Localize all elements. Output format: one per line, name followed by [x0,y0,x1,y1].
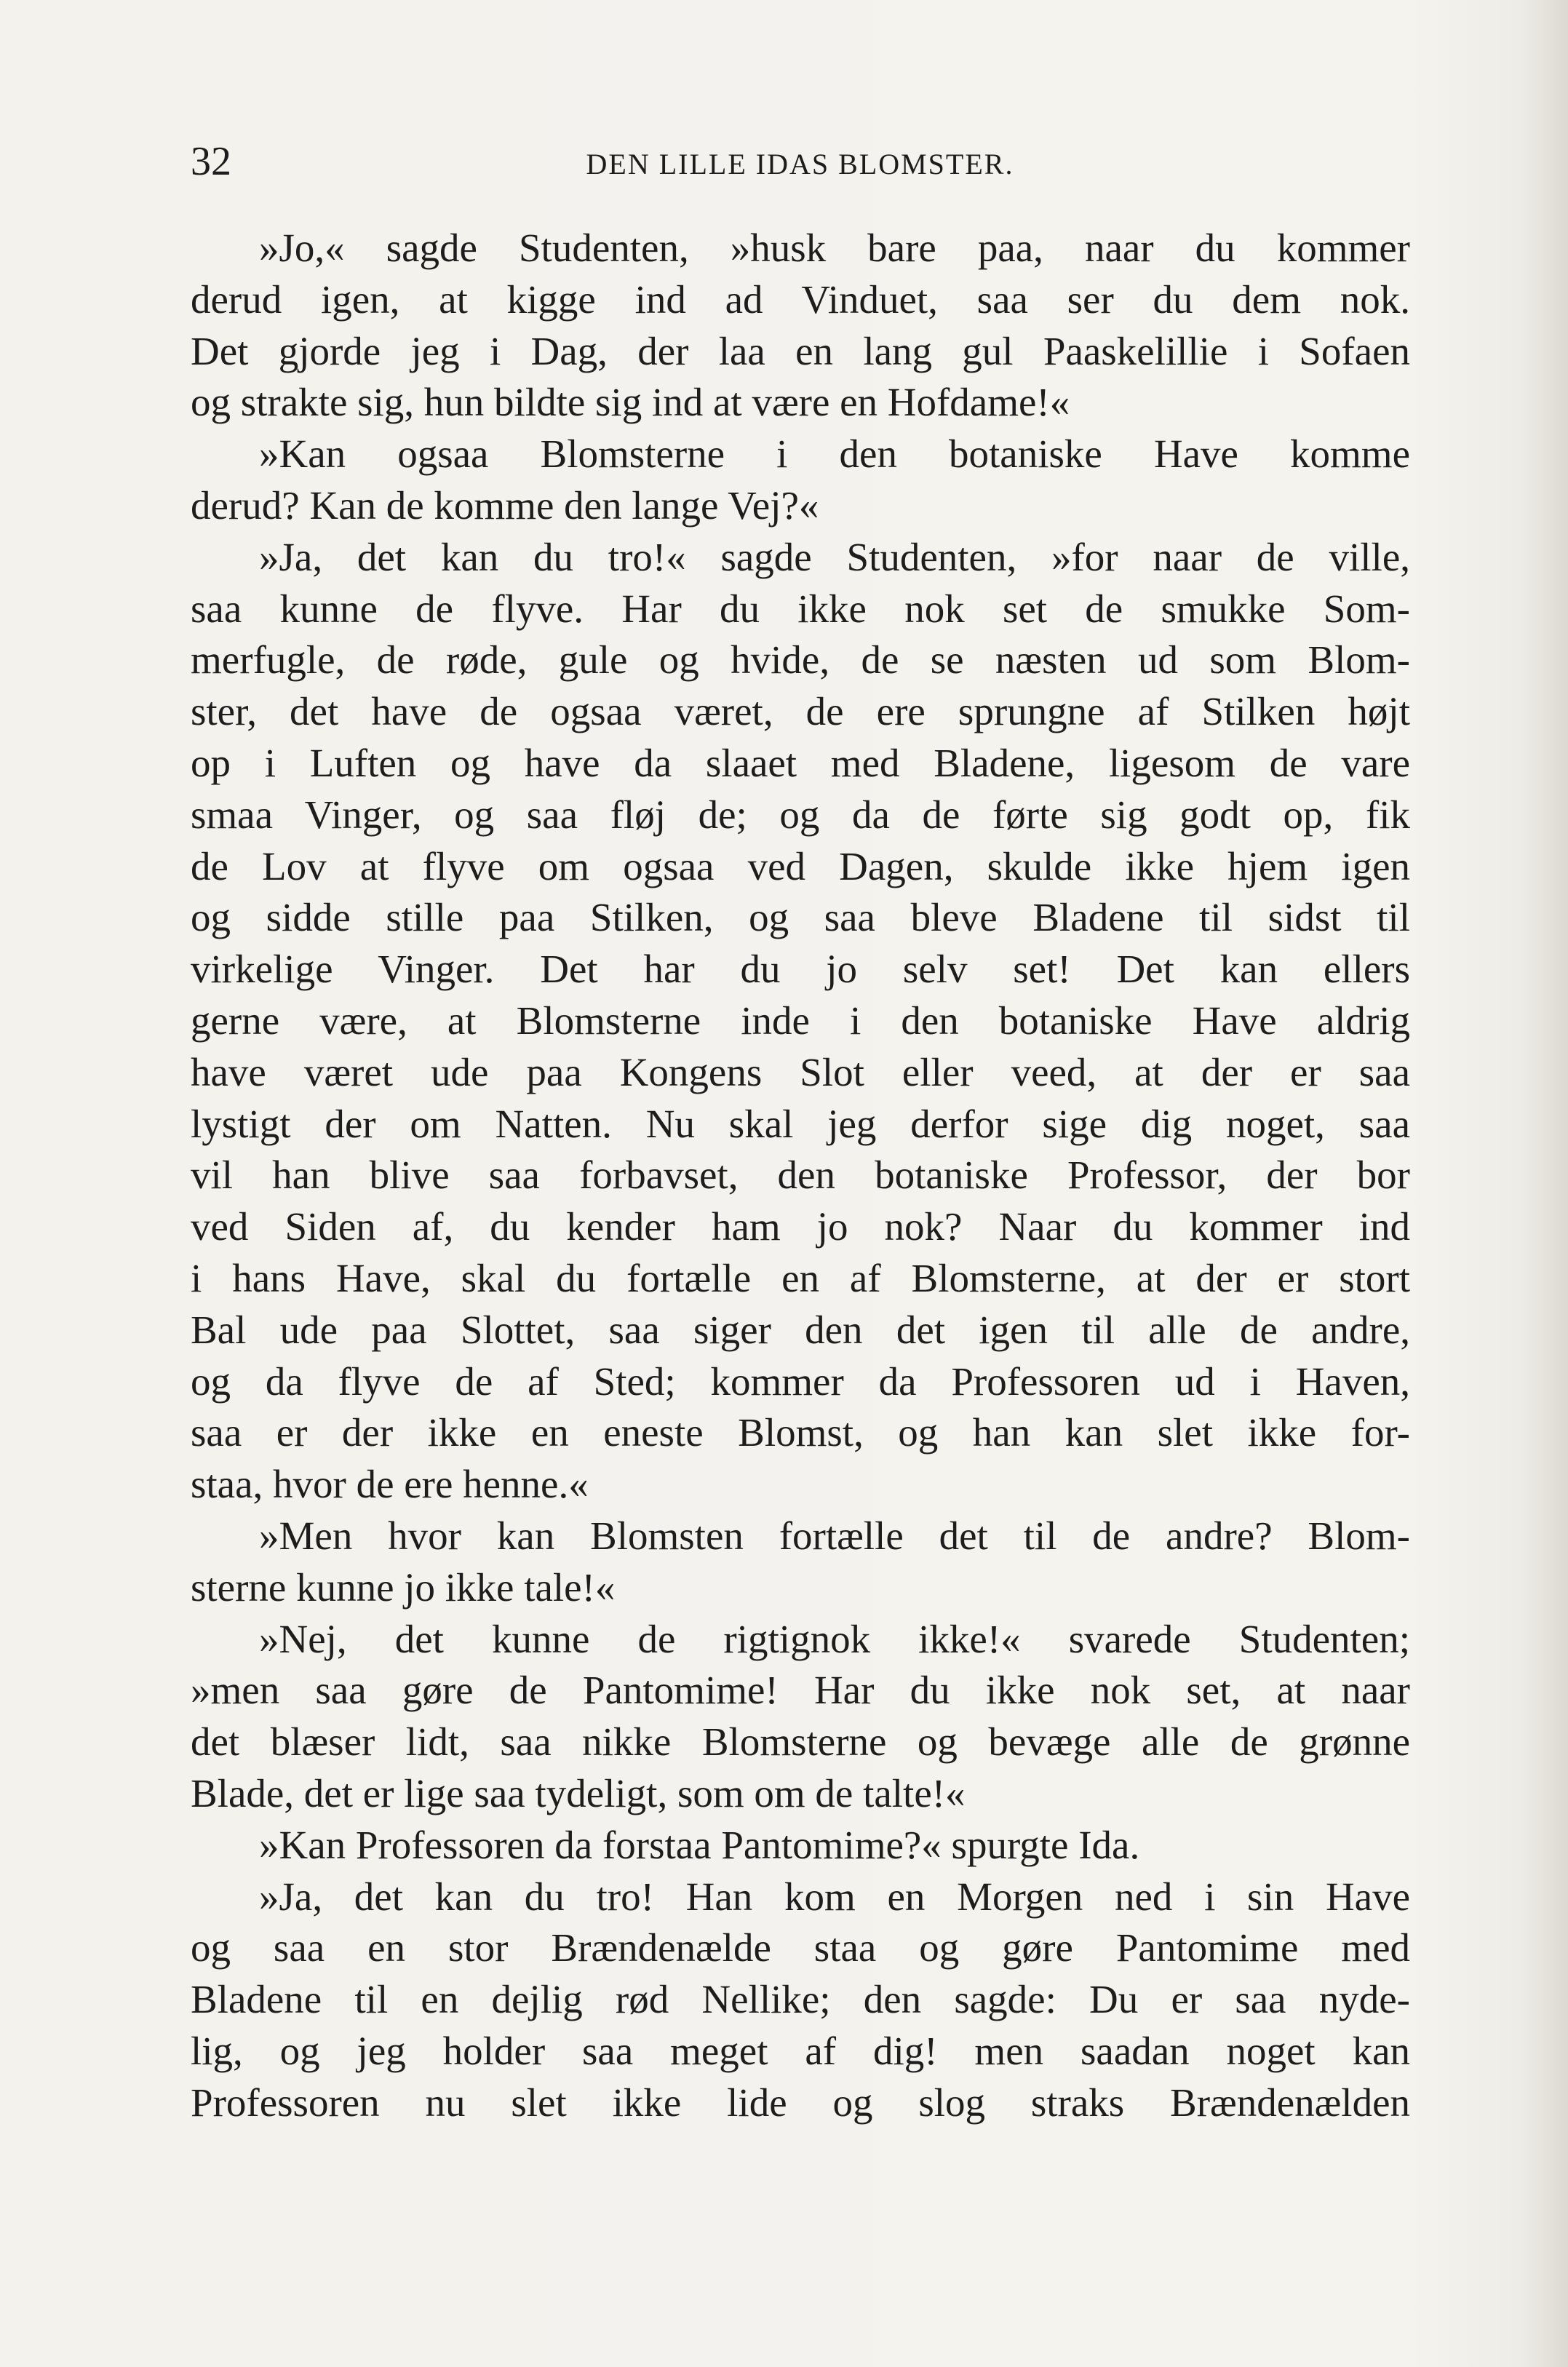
text-line: »men saa gøre de Pantomime! Har du ikke nok set, at naar [191,1668,1410,1713]
text-line: merfugle, de røde, gule og hvide, de se næsten ud som Blom- [191,637,1410,683]
text-line: i hans Have, skal du fortælle en af Blomsterne, at der er stort [191,1255,1410,1300]
text-line: »Ja, det kan du tro!« sagde Studenten, »for naar de ville, [259,534,1410,579]
text-line: ved Siden af, du kender ham jo nok? Naar du kommer ind [191,1204,1410,1249]
text-line: have været ude paa Kongens Slot eller veed, at der er saa [191,1049,1410,1094]
text-line: og sidde stille paa Stilken, og saa bleve Bladene til sidst til [191,895,1410,940]
page-number: 32 [191,139,231,184]
text-line: Bal ude paa Slottet, saa siger den det igen til alle de andre, [191,1307,1410,1352]
running-title: DEN LILLE IDAS BLOMSTER. [586,148,1014,180]
text-line: »Ja, det kan du tro! Han kom en Morgen ned i sin Have [259,1874,1410,1919]
text-line: de Lov at flyve om ogsaa ved Dagen, skulde ikke hjem igen [191,843,1410,888]
text-line: »Jo,« sagde Studenten, »husk bare paa, naar du kommer [259,226,1410,270]
text-line: smaa Vinger, og saa fløj de; og da de førte sig godt op, fik [191,792,1410,837]
body-text [191,223,1410,2128]
text-line: og strakte sig, hun bildte sig ind at være en Hofdame!« [191,380,1070,425]
text-line: Blade, det er lige saa tydeligt, som om de talte!« [191,1770,966,1815]
text-line: »Kan Professoren da forstaa Pantomime?« spurgte Ida. [259,1822,1140,1867]
text-line: derud? Kan de komme den lange Vej?« [191,482,819,528]
text-line: virkelige Vinger. Det har du jo selv set! Det kan ellers [191,947,1410,992]
text-line: sterne kunne jo ikke tale!« [191,1564,616,1610]
text-line: staa, hvor de ere henne.« [191,1462,589,1507]
text-line: saa kunne de flyve. Har du ikke nok set de smukke Som- [191,586,1410,631]
text-line: ster, det have de ogsaa været, de ere sprungne af Stilken højt [191,689,1410,734]
text-line: vil han blive saa forbavset, den botaniske Professor, der bor [191,1153,1410,1198]
text-line: og da flyve de af Sted; kommer da Professoren ud i Haven, [191,1358,1410,1404]
text-line: »Kan ogsaa Blomsterne i den botaniske Have komme [259,431,1410,477]
text-line: lig, og jeg holder saa meget af dig! men saadan noget kan [191,2028,1410,2073]
text-line: »Men hvor kan Blomsten fortælle det til de andre? Blom- [259,1513,1410,1558]
text-line: »Nej, det kunne de rigtignok ikke!« svarede Studenten; [259,1616,1410,1661]
text-line: saa er der ikke en eneste Blomst, og han kan slet ikke for- [191,1410,1410,1455]
page-header [191,132,1409,191]
text-line: Bladene til en dejlig rød Nellike; den sagde: Du er saa nyde- [191,1977,1410,2022]
text-line: gerne være, at Blomsterne inde i den botaniske Have aldrig [191,998,1410,1043]
text-line: op i Luften og have da slaaet med Bladene, ligesom de vare [191,740,1410,785]
text-line: det blæser lidt, saa nikke Blomsterne og bevæge alle de grønne [191,1719,1410,1765]
text-line: Professoren nu slet ikke lide og slog straks Brændenælden [191,2080,1410,2125]
text-line: derud igen, at kigge ind ad Vinduet, saa ser du dem nok. [191,277,1410,322]
text-line: lystigt der om Natten. Nu skal jeg derfor sige dig noget, saa [191,1101,1410,1146]
text-line: Det gjorde jeg i Dag, der laa en lang gul Paaskelillie i Sofaen [191,328,1410,373]
text-line: og saa en stor Brændenælde staa og gøre Pantomime med [191,1925,1410,1970]
